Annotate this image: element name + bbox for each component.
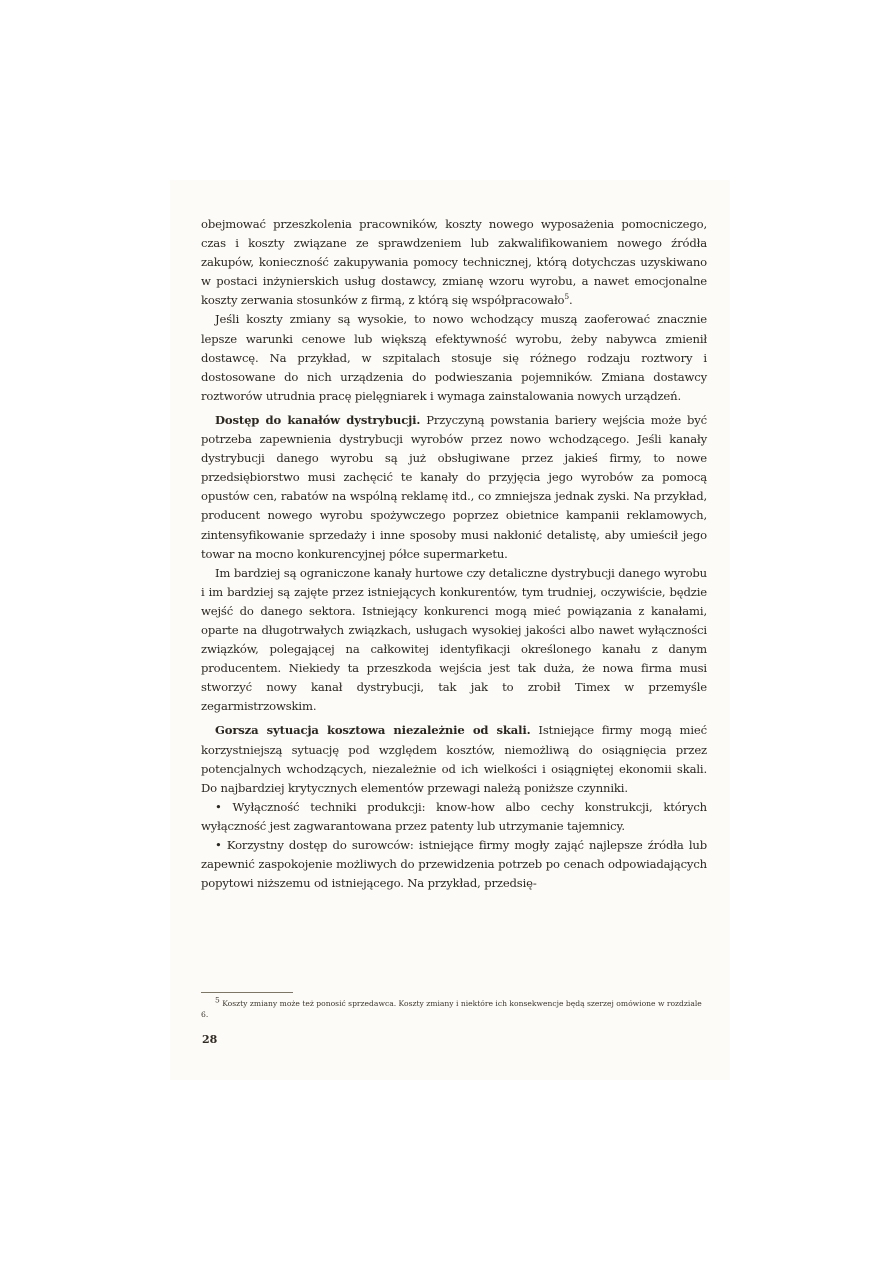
paragraph-4 [201,564,707,717]
bullet-item-1-text: • Wyłączność techniki produkcji: know-how albo cechy konstrukcji, których wyłączność jest zagwarantowana przez patenty lub utrzymanie tajemnicy. [201,799,707,833]
footnote-text: Koszty zmiany może też ponosić sprzedawca. Koszty zmiany i niektóre ich konsekwencje będą szerzej omówione w rozdziale 6. [201,999,702,1019]
run-in-heading-distribution: Dostęp do kanałów dystrybucji. [215,412,421,427]
paragraph-3-text: Przyczyną powstania bariery wejścia może być potrzeba zapewnienia dystrybucji wyrobów przez nowo wchodzącego. Jeśli kanały dystrybucji danego wyrobu są już obsługiwane przez jakieś firmy, to nowe przedsiębiorstwo musi zachęcić te kanały do przyjęcia jego wyrobów za pomocą opustów cen, rabatów na wspólną reklamę itd., co zmniejsza jednak zyski. Na przykład, producent nowego wyrobu spożywczego poprzez obietnice kampanii reklamowych, zintensyfikowanie sprzedaży i inne sposoby musi nakłonić detalistę, aby umieścił jego towar na mocno konkurencyjnej półce supermarketu. [201,412,708,561]
paragraph-5-text: Istniejące firmy mogą mieć korzystniejszą sytuację pod względem kosztów, niemożliwą do osiągnięcia przez potencjalnych wchodzących, niezależnie od ich wielkości i osiągniętej ekonomii skali. Do najbardziej krytycznych elementów przewagi należą poniższe czynniki. [201,723,707,795]
paragraph-1-end: . [569,293,573,308]
footnote-reference: 5 [564,292,570,302]
paragraph-2-text: Jeśli koszty zmiany są wysokie, to nowo wchodzący muszą zaoferować znacznie lepsze warunki cenowe lub większą efektywność wyrobu, żeby nabywca zmienił dostawcę. Na przykład, w szpitalach stosuje się różnego rodzaju roztwory i dostosowane do nich urządzenia do podwieszania pojemników. Zmiana dostawcy roztworów utrudnia pracę pielęgniarek i wymaga zainstalowania nowych urządzeń. [201,312,707,403]
bullet-item-2-text: • Korzystny dostęp do surowców: istniejące firmy mogły zająć najlepsze źródła lub zapewnić zaspokojenie możliwych do przewidzenia potrzeb po cenach odpowiadających popytowi niższemu od istniejącego. Na przykład, przedsię- [201,838,707,891]
page-number: 28 [202,1033,218,1046]
footnote-divider [201,992,293,993]
footnote-marker: 5 [215,995,220,1005]
body-text [201,215,707,893]
paragraph-1 [201,215,707,310]
footnote [201,995,711,1020]
bullet-item-technology [201,798,707,836]
run-in-heading-cost: Gorsza sytuacja kosztowa niezależnie od skali. [215,723,531,738]
paragraph-4-text: Im bardziej są ograniczone kanały hurtowe czy detaliczne dystrybucji danego wyrobu i im bardziej są zajęte przez istniejących konkurentów, tym trudniej, oczywiście, będzie wejść do danego sektora. Istniejący konkurenci mogą mieć powiązania z kanałami, oparte na długotrwałych związkach, usługach wysokiej jakości albo nawet wyłączności związków, polegającej na całkowitej identyfikacji określonego kanału z danym producentem. Niekiedy ta przeszkoda wejścia jest tak duża, że nowa firma musi stworzyć nowy kanał dystrybucji, tak jak to zrobił Timex w przemyśle zegarmistrzowskim. [201,565,707,714]
paragraph-1-text: obejmować przeszkolenia pracowników, koszty nowego wyposażenia pomocniczego, czas i koszty związane ze sprawdzeniem lub zakwalifikowaniem nowego źródła zakupów, konieczność zakupywania pomocy technicznej, którą dotychczas uzyskiwano w postaci inżynierskich usług dostawcy, zmianę wzoru wyrobu, a nawet emocjonalne koszty zerwania stosunków z firmą, z którą się współpracowało [201,217,707,308]
bullet-item-raw-materials [201,836,707,893]
paragraph-cost-disadvantage [201,721,707,797]
paragraph-distribution-channels [201,411,707,564]
paragraph-2 [201,310,707,405]
